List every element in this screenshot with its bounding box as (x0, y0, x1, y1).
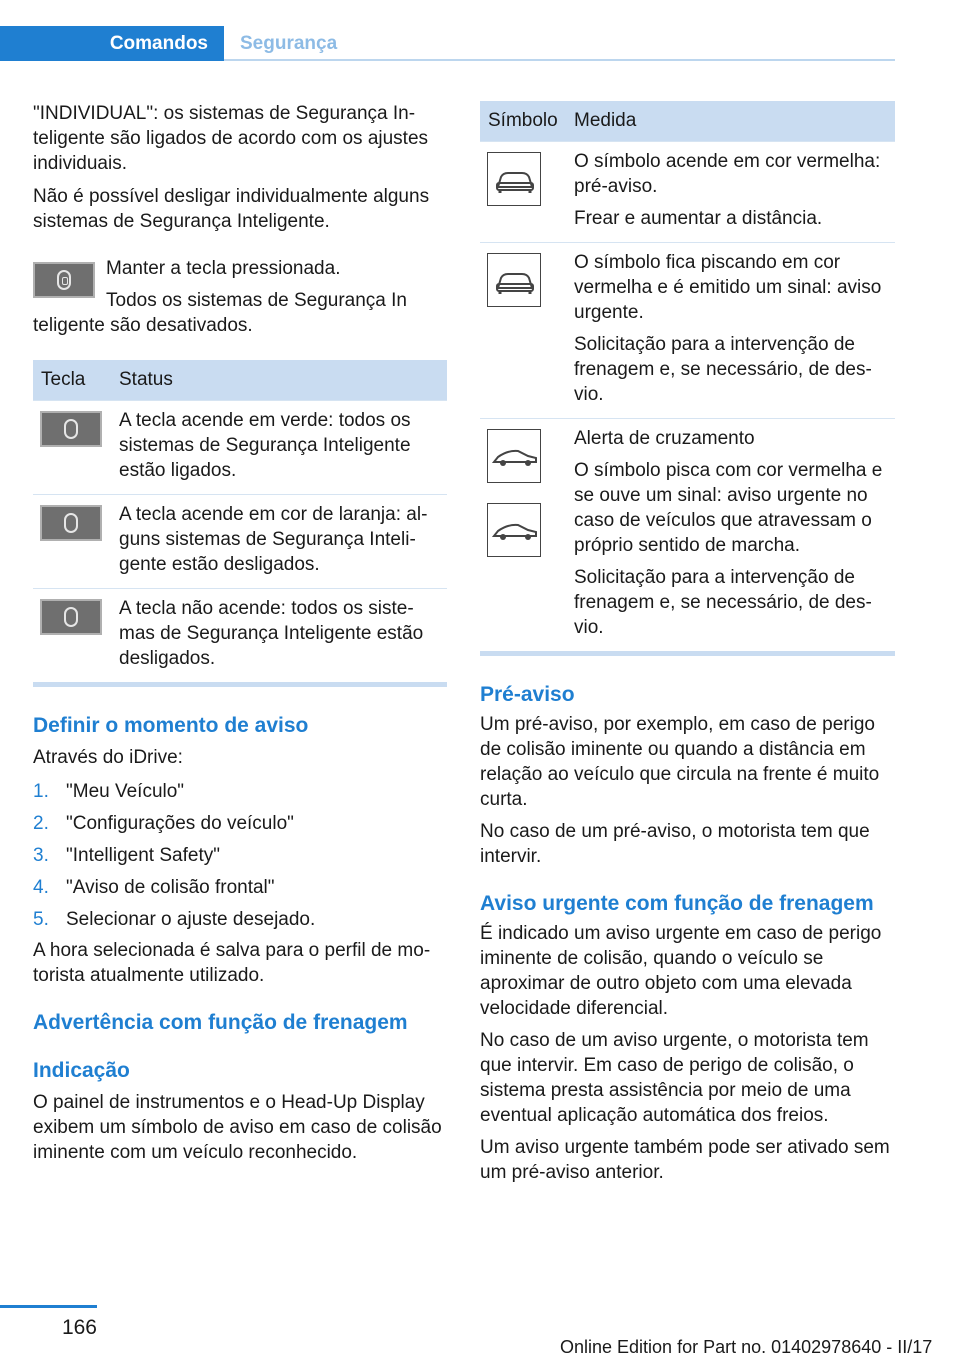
paragraph-indication: O painel de instrumentos e o Head-Up Display exibem um símbolo de aviso em caso de colisão iminente com um veículo reconhecido. (33, 1092, 442, 1163)
key-hold-text: Manter a tecla pressionada. (106, 258, 341, 279)
measure-r3-b: O símbolo pisca com cor vermelha e se ouve um sinal: aviso urgente no caso de veículos que atravessam o próprio sentido de marcha. (574, 460, 883, 556)
table-row (480, 419, 895, 652)
cross-traffic-car-icon (487, 503, 541, 557)
status-off: A tecla não acende: todos os sistemas de Segurança Inteligente estão desligados. (111, 589, 447, 683)
paragraph-not-possible: Não é possível desligar individualmente alguns sistemas de Segurança Inteligente. (33, 186, 430, 232)
table-row (33, 401, 447, 495)
table-row (33, 495, 447, 589)
table-row (480, 243, 895, 419)
status-orange: A tecla acende em cor de laranja: alguns sistemas de Segurança Inteligente estão desligados. (111, 495, 447, 589)
edition-note: Online Edition for Part no. 01402978640 - II/17 (560, 1337, 933, 1357)
intelligent-safety-key-icon (40, 599, 102, 635)
list-item: 3. "Intelligent Safety" (33, 845, 220, 866)
heading-urgent-warning: Aviso urgente com função de frenagem (480, 892, 874, 915)
measure-r3-c: Solicitação para a intervenção de frenagem e, se necessário, de desvio. (574, 567, 872, 638)
intelligent-safety-key-icon (33, 262, 95, 298)
idrive-steps (33, 776, 447, 936)
left-column (33, 101, 447, 1165)
right-column (480, 101, 895, 1185)
symbol-measure-table (480, 101, 895, 651)
key-all-off-text-b: teligente são desativados. (33, 315, 253, 336)
paragraph-urgent-3: Um aviso urgente também pode ser ativado sem um pré-aviso anterior. (480, 1137, 890, 1183)
page-number: 166 (61, 1316, 97, 1339)
table-header-status: Status (111, 360, 447, 401)
footer-rule (0, 1305, 97, 1308)
list-item: 2. "Configurações do veículo" (33, 813, 294, 834)
tab-seguranca[interactable]: Segurança (240, 32, 338, 54)
intelligent-safety-key-icon (40, 505, 102, 541)
header-rule (224, 59, 895, 61)
measure-r1-b: Frear e aumentar a distância. (574, 208, 823, 229)
paragraph-urgent-2: No caso de um aviso urgente, o motorista tem que intervir. Em caso de perigo de colisão, o sistema presta assistência por meio de uma eventual aplicação automática dos freios. (480, 1030, 869, 1126)
key-all-off-text-a: Todos os sistemas de Segurança In (106, 290, 408, 311)
car-front-warning-icon (487, 152, 541, 206)
list-item: 1. "Meu Veículo" (33, 781, 185, 802)
header-tabs (0, 26, 895, 61)
measure-r3-a: Alerta de cruzamento (574, 428, 755, 449)
intelligent-safety-key-icon (40, 411, 102, 447)
via-idrive: Através do iDrive: (33, 747, 183, 768)
measure-r2-a: O símbolo fica piscando em cor vermelha e é emitido um sinal: aviso urgente. (574, 252, 882, 323)
heading-indication: Indicação (33, 1059, 130, 1082)
paragraph-pre-2: No caso de um pré-aviso, o motorista tem que intervir. (480, 821, 870, 867)
heading-pre-warning: Pré-aviso (480, 683, 575, 706)
list-item: 4. "Aviso de colisão frontal" (33, 877, 275, 898)
paragraph-pre-1: Um pré-aviso, por exemplo, em caso de perigo de colisão iminente ou quando a distância em relação ao veículo que circula na frente é muito curta. (480, 714, 880, 810)
heading-define-warning-time: Definir o momento de aviso (33, 714, 309, 737)
paragraph-saved: A hora selecionada é salva para o perfil de motorista atualmente utilizado. (33, 940, 431, 986)
cross-traffic-car-icon (487, 429, 541, 483)
table-row (480, 142, 895, 243)
paragraph-urgent-1: É indicado um aviso urgente em caso de perigo iminente de colisão, quando o veículo se aproximar de outro objeto com uma elevada velocidade diferencial. (480, 923, 882, 1019)
table-header-medida: Medida (566, 101, 895, 142)
table-header-tecla: Tecla (33, 360, 111, 401)
list-item: 5. Selecionar o ajuste desejado. (33, 909, 316, 930)
status-green: A tecla acende em verde: todos os sistemas de Segurança Inteligente estão ligados. (111, 401, 447, 495)
tab-comandos[interactable]: Comandos (0, 26, 224, 61)
measure-r1-a: O símbolo acende em cor vermelha: pré-aviso. (574, 151, 881, 197)
car-front-warning-icon (487, 253, 541, 307)
measure-r2-b: Solicitação para a intervenção de frenagem e, se necessário, de desvio. (574, 334, 872, 405)
table-header-simbolo: Símbolo (480, 101, 566, 142)
key-instruction (33, 256, 447, 338)
heading-braking-warning: Advertência com função de frenagem (33, 1011, 408, 1034)
key-status-table (33, 360, 447, 682)
paragraph-individual: "INDIVIDUAL": os sistemas de Segurança Inteligente são ligados de acordo com os ajustes individuais. (33, 103, 429, 174)
table-row (33, 589, 447, 683)
